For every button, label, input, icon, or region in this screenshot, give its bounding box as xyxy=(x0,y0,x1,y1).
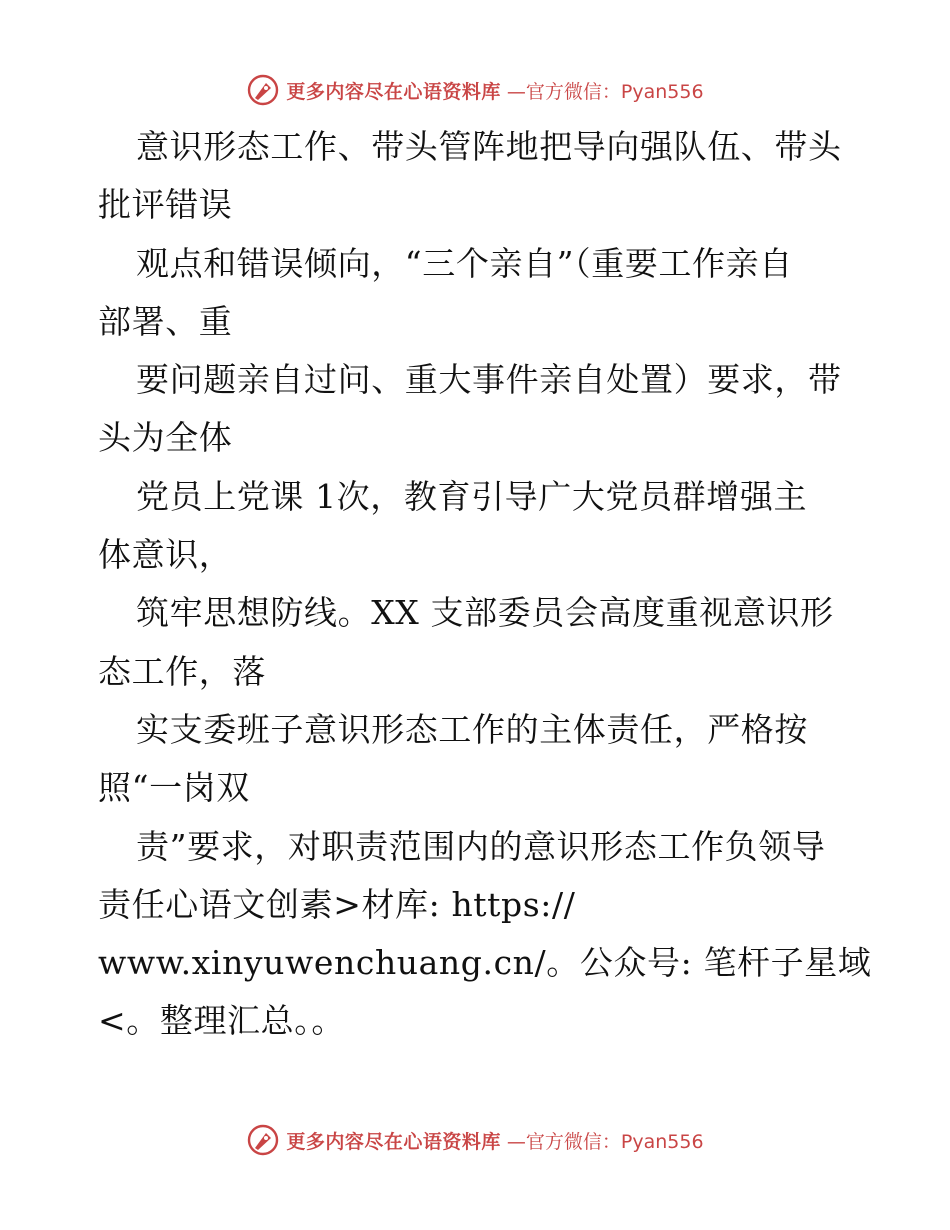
pen-nib-logo-icon xyxy=(246,1123,280,1157)
text-line: 部署、重 xyxy=(98,301,233,341)
text-line: 要问题亲自过问、重大事件亲自处置）要求，带 xyxy=(136,360,842,400)
text-line: 照“一岗双 xyxy=(98,768,250,808)
text-line: 意识形态工作、带头管阵地把导向强队伍、带头 xyxy=(136,127,842,166)
text-line: 头为全体 xyxy=(98,418,233,458)
text-line: 体意识， xyxy=(98,535,233,575)
footer-banner xyxy=(0,1120,950,1160)
text-line: 筑牢思想防线。XX 支部委员会高度重视意识形 xyxy=(136,593,834,633)
text-line: <。整理汇总。。 xyxy=(98,1001,345,1041)
text-line: 党员上党课 1次，教育引导广大党员群增强主 xyxy=(136,476,808,516)
banner-main-text: 更多内容尽在心语资料库 xyxy=(286,80,501,103)
text-line: 批评错误 xyxy=(98,185,233,225)
body-text xyxy=(98,118,872,1051)
text-line: 观点和错误倾向，“三个亲自”（重要工作亲自 xyxy=(136,243,793,283)
banner-sub-text: —官方微信：Pyan556 xyxy=(506,1130,704,1153)
text-line: 实支委班子意识形态工作的主体责任，严格按 xyxy=(136,709,808,749)
text-line: www.xinyuwenchuang.cn/。公众号: 笔杆子星域 xyxy=(98,943,872,983)
text-line: 责任心语文创素>材库: https:// xyxy=(98,884,576,924)
banner-sub-text: —官方微信：Pyan556 xyxy=(506,80,704,103)
text-line: 责”要求，对职责范围内的意识形态工作负领导 xyxy=(136,826,826,866)
pen-nib-logo-icon xyxy=(246,73,280,107)
header-banner xyxy=(0,70,950,110)
banner-main-text: 更多内容尽在心语资料库 xyxy=(286,1130,501,1153)
text-line: 态工作，落 xyxy=(98,651,266,691)
